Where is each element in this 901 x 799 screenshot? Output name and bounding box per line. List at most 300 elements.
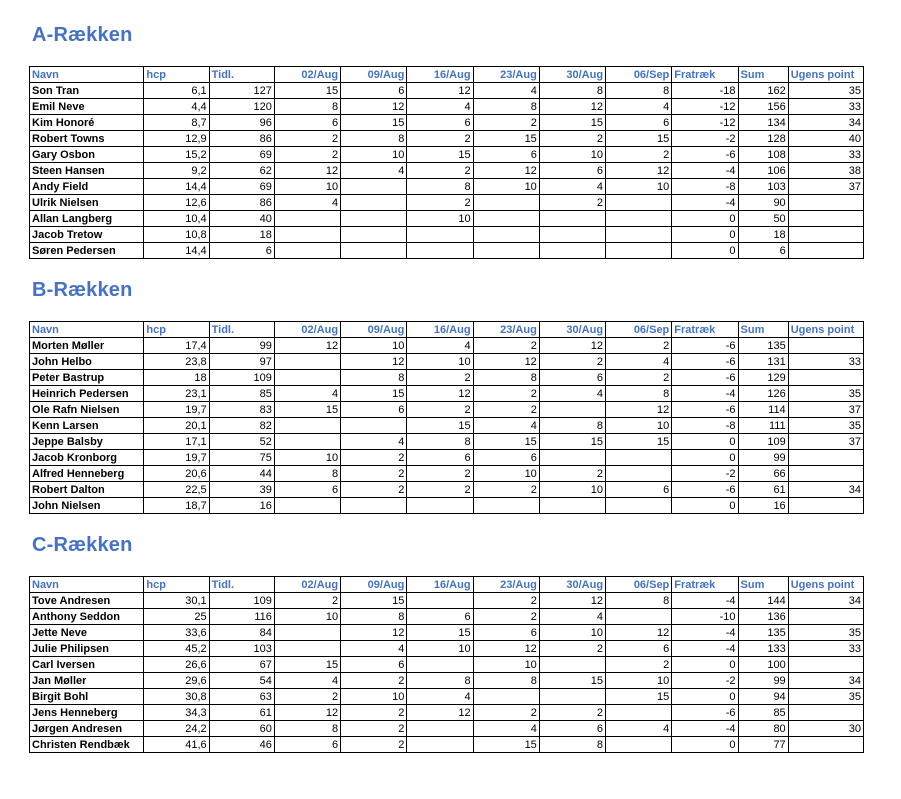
score-cell: 103: [209, 641, 274, 657]
score-cell: 18,7: [144, 498, 209, 514]
score-cell: 6: [539, 163, 605, 179]
table-row: [30, 593, 864, 609]
score-cell: 82: [209, 418, 274, 434]
score-cell: 12: [606, 625, 672, 641]
score-cell: 131: [738, 354, 788, 370]
score-cell: 6: [274, 115, 340, 131]
score-cell: 15: [274, 83, 340, 99]
player-name-cell: Steen Hansen: [30, 163, 144, 179]
table-row: [30, 83, 864, 99]
player-name-cell: Søren Pedersen: [30, 243, 144, 259]
score-cell: 6: [539, 370, 605, 386]
score-cell: 15: [606, 689, 672, 705]
score-cell: 52: [209, 434, 274, 450]
score-cell: [539, 689, 605, 705]
score-cell: 2: [407, 466, 473, 482]
score-cell: 35: [788, 689, 863, 705]
player-name-cell: Allan Langberg: [30, 211, 144, 227]
score-cell: 12: [274, 705, 340, 721]
score-cell: 12: [341, 625, 407, 641]
score-cell: 4: [407, 338, 473, 354]
score-cell: 6: [341, 402, 407, 418]
score-cell: -2: [672, 466, 738, 482]
score-cell: 0: [672, 689, 738, 705]
score-cell: 99: [209, 338, 274, 354]
score-cell: -4: [672, 386, 738, 402]
score-cell: [407, 243, 473, 259]
table-row: [30, 370, 864, 386]
score-cell: 15: [407, 418, 473, 434]
score-cell: [788, 370, 863, 386]
score-cell: 8: [539, 83, 605, 99]
score-cell: 10: [407, 641, 473, 657]
score-cell: [606, 498, 672, 514]
score-cell: 80: [738, 721, 788, 737]
score-cell: 8: [539, 737, 605, 753]
score-cell: 35: [788, 386, 863, 402]
score-cell: 10: [606, 673, 672, 689]
score-cell: -6: [672, 705, 738, 721]
score-cell: 2: [407, 163, 473, 179]
score-cell: 40: [209, 211, 274, 227]
column-header: Fratræk: [672, 67, 738, 83]
score-cell: 17,4: [144, 338, 209, 354]
score-cell: 40: [788, 131, 863, 147]
score-cell: 39: [209, 482, 274, 498]
score-cell: 4: [407, 689, 473, 705]
score-cell: 66: [738, 466, 788, 482]
score-cell: 6,1: [144, 83, 209, 99]
table-row: [30, 227, 864, 243]
score-cell: [606, 243, 672, 259]
player-name-cell: Robert Dalton: [30, 482, 144, 498]
score-cell: [788, 705, 863, 721]
score-cell: 4: [539, 386, 605, 402]
score-cell: 33: [788, 99, 863, 115]
score-cell: 2: [473, 705, 539, 721]
column-header: 23/Aug: [473, 322, 539, 338]
player-name-cell: Kenn Larsen: [30, 418, 144, 434]
table-row: [30, 418, 864, 434]
column-header: Fratræk: [672, 322, 738, 338]
column-header: 23/Aug: [473, 577, 539, 593]
score-cell: 2: [473, 115, 539, 131]
score-cell: -4: [672, 721, 738, 737]
player-name-cell: Jan Møller: [30, 673, 144, 689]
score-cell: 6: [473, 625, 539, 641]
score-cell: 30,8: [144, 689, 209, 705]
score-cell: 2: [341, 673, 407, 689]
score-cell: [788, 243, 863, 259]
score-cell: 10,8: [144, 227, 209, 243]
score-cell: 2: [539, 705, 605, 721]
table-row: [30, 466, 864, 482]
score-cell: 2: [407, 370, 473, 386]
score-cell: [473, 243, 539, 259]
score-cell: 44: [209, 466, 274, 482]
score-cell: 12: [407, 705, 473, 721]
score-cell: 83: [209, 402, 274, 418]
score-cell: 46: [209, 737, 274, 753]
score-cell: 37: [788, 434, 863, 450]
score-cell: [539, 243, 605, 259]
score-cell: [407, 593, 473, 609]
score-cell: 84: [209, 625, 274, 641]
score-cell: -6: [672, 354, 738, 370]
player-name-cell: Jørgen Andresen: [30, 721, 144, 737]
score-cell: 2: [341, 721, 407, 737]
column-header: Sum: [738, 322, 788, 338]
score-cell: 10: [539, 625, 605, 641]
score-cell: 4: [606, 721, 672, 737]
score-cell: [274, 354, 340, 370]
score-cell: 62: [209, 163, 274, 179]
player-name-cell: Andy Field: [30, 179, 144, 195]
column-header: 02/Aug: [274, 322, 340, 338]
score-cell: 8: [274, 721, 340, 737]
header-row: [30, 577, 864, 593]
score-cell: 15: [274, 402, 340, 418]
score-cell: [274, 641, 340, 657]
score-cell: 4: [473, 721, 539, 737]
table-row: [30, 179, 864, 195]
player-name-cell: Peter Bastrup: [30, 370, 144, 386]
player-name-cell: Jacob Tretow: [30, 227, 144, 243]
score-cell: 4: [341, 163, 407, 179]
score-cell: 4,4: [144, 99, 209, 115]
player-name-cell: Tove Andresen: [30, 593, 144, 609]
score-cell: -4: [672, 163, 738, 179]
score-cell: [788, 227, 863, 243]
score-cell: 10: [473, 179, 539, 195]
column-header: Sum: [738, 577, 788, 593]
player-name-cell: Anthony Seddon: [30, 609, 144, 625]
score-cell: [274, 227, 340, 243]
table-row: [30, 115, 864, 131]
score-cell: 6: [274, 482, 340, 498]
table-row: [30, 402, 864, 418]
score-cell: 10: [274, 450, 340, 466]
score-cell: [407, 737, 473, 753]
score-cell: 15: [341, 115, 407, 131]
score-cell: [539, 498, 605, 514]
score-cell: 85: [738, 705, 788, 721]
score-cell: 12: [274, 338, 340, 354]
section-title: C-Rækken: [32, 534, 133, 556]
column-header: 09/Aug: [341, 577, 407, 593]
score-cell: 2: [341, 450, 407, 466]
score-cell: [341, 243, 407, 259]
table-row: [30, 195, 864, 211]
score-cell: 109: [738, 434, 788, 450]
score-cell: [606, 211, 672, 227]
column-header: 02/Aug: [274, 577, 340, 593]
score-cell: 30: [788, 721, 863, 737]
score-cell: 111: [738, 418, 788, 434]
player-name-cell: Gary Osbon: [30, 147, 144, 163]
score-cell: -2: [672, 131, 738, 147]
score-cell: 12: [341, 99, 407, 115]
score-cell: 86: [209, 131, 274, 147]
standings-table: [29, 66, 864, 259]
score-cell: 10: [473, 657, 539, 673]
column-header: 09/Aug: [341, 67, 407, 83]
score-cell: [274, 418, 340, 434]
score-cell: [539, 402, 605, 418]
score-cell: 8: [407, 673, 473, 689]
score-cell: 4: [539, 179, 605, 195]
score-cell: 108: [738, 147, 788, 163]
score-cell: 14,4: [144, 243, 209, 259]
score-cell: [473, 498, 539, 514]
score-cell: 75: [209, 450, 274, 466]
score-cell: 33: [788, 354, 863, 370]
score-cell: 8: [341, 131, 407, 147]
score-cell: 8: [341, 609, 407, 625]
score-cell: 106: [738, 163, 788, 179]
score-cell: 2: [473, 482, 539, 498]
score-cell: 0: [672, 243, 738, 259]
score-cell: 0: [672, 434, 738, 450]
score-cell: 97: [209, 354, 274, 370]
score-cell: 2: [341, 737, 407, 753]
score-cell: 12: [407, 83, 473, 99]
score-cell: 2: [473, 609, 539, 625]
section-title: A-Rækken: [32, 24, 133, 46]
score-cell: 63: [209, 689, 274, 705]
score-cell: 15: [539, 115, 605, 131]
score-cell: -18: [672, 83, 738, 99]
column-header: 16/Aug: [407, 67, 473, 83]
score-cell: -6: [672, 402, 738, 418]
score-cell: 86: [209, 195, 274, 211]
score-cell: 126: [738, 386, 788, 402]
score-cell: 135: [738, 625, 788, 641]
score-cell: 94: [738, 689, 788, 705]
score-cell: 25: [144, 609, 209, 625]
player-name-cell: Julie Philipsen: [30, 641, 144, 657]
score-cell: -6: [672, 338, 738, 354]
score-cell: 2: [407, 402, 473, 418]
score-cell: 0: [672, 211, 738, 227]
score-cell: -4: [672, 625, 738, 641]
score-cell: 10: [407, 354, 473, 370]
score-cell: 10: [341, 147, 407, 163]
score-cell: 2: [473, 386, 539, 402]
table-row: [30, 99, 864, 115]
score-cell: 10: [606, 418, 672, 434]
score-cell: 8: [407, 179, 473, 195]
table-row: [30, 434, 864, 450]
score-cell: 12: [606, 402, 672, 418]
score-cell: [473, 195, 539, 211]
score-cell: 6: [341, 83, 407, 99]
score-cell: 2: [341, 466, 407, 482]
score-cell: 2: [274, 131, 340, 147]
score-cell: -6: [672, 370, 738, 386]
score-cell: 2: [539, 354, 605, 370]
score-cell: 16: [209, 498, 274, 514]
score-cell: [274, 434, 340, 450]
score-cell: 4: [274, 673, 340, 689]
score-cell: -8: [672, 418, 738, 434]
score-cell: [341, 195, 407, 211]
score-cell: 6: [407, 115, 473, 131]
column-header: hcp: [144, 322, 209, 338]
score-cell: [606, 737, 672, 753]
score-cell: 60: [209, 721, 274, 737]
score-cell: 127: [209, 83, 274, 99]
score-cell: 12: [341, 354, 407, 370]
column-header: Tidl.: [209, 67, 274, 83]
table-row: [30, 657, 864, 673]
score-cell: 34: [788, 482, 863, 498]
column-header: Tidl.: [209, 577, 274, 593]
score-cell: 69: [209, 179, 274, 195]
column-header: 16/Aug: [407, 322, 473, 338]
score-cell: 77: [738, 737, 788, 753]
score-cell: 33: [788, 147, 863, 163]
score-cell: 15: [473, 737, 539, 753]
table-row: [30, 482, 864, 498]
score-cell: 18: [738, 227, 788, 243]
score-cell: 15: [407, 625, 473, 641]
score-cell: 6: [606, 115, 672, 131]
score-cell: [539, 211, 605, 227]
column-header: 30/Aug: [539, 67, 605, 83]
score-cell: 8,7: [144, 115, 209, 131]
score-cell: 34: [788, 673, 863, 689]
score-cell: [341, 179, 407, 195]
score-cell: 10: [341, 338, 407, 354]
score-cell: [606, 227, 672, 243]
score-cell: [788, 195, 863, 211]
table-row: [30, 163, 864, 179]
score-cell: 37: [788, 402, 863, 418]
score-cell: 4: [473, 418, 539, 434]
score-cell: 109: [209, 593, 274, 609]
score-cell: 133: [738, 641, 788, 657]
score-cell: 15: [539, 434, 605, 450]
score-cell: 2: [473, 593, 539, 609]
score-cell: 20,6: [144, 466, 209, 482]
score-cell: [407, 657, 473, 673]
table-row: [30, 705, 864, 721]
score-cell: 41,6: [144, 737, 209, 753]
score-cell: [341, 227, 407, 243]
score-cell: 19,7: [144, 450, 209, 466]
score-cell: -6: [672, 147, 738, 163]
score-cell: 109: [209, 370, 274, 386]
player-name-cell: John Helbo: [30, 354, 144, 370]
score-cell: 10: [539, 482, 605, 498]
score-cell: 35: [788, 418, 863, 434]
score-cell: 129: [738, 370, 788, 386]
score-cell: [606, 450, 672, 466]
column-header: Tidl.: [209, 322, 274, 338]
score-cell: 15: [274, 657, 340, 673]
score-cell: 120: [209, 99, 274, 115]
player-name-cell: Jens Henneberg: [30, 705, 144, 721]
score-cell: [539, 657, 605, 673]
column-header: Sum: [738, 67, 788, 83]
score-cell: 4: [473, 83, 539, 99]
table-row: [30, 625, 864, 641]
score-cell: 103: [738, 179, 788, 195]
column-header: Fratræk: [672, 577, 738, 593]
score-cell: 12: [539, 593, 605, 609]
score-cell: -6: [672, 482, 738, 498]
score-cell: [606, 466, 672, 482]
score-cell: 6: [209, 243, 274, 259]
table-row: [30, 338, 864, 354]
score-cell: 14,4: [144, 179, 209, 195]
score-cell: [788, 737, 863, 753]
score-cell: 2: [539, 466, 605, 482]
player-name-cell: Jette Neve: [30, 625, 144, 641]
score-cell: [539, 450, 605, 466]
score-cell: 2: [407, 195, 473, 211]
column-header: Ugens point: [788, 577, 863, 593]
score-cell: [274, 211, 340, 227]
score-cell: [539, 227, 605, 243]
score-cell: 4: [407, 99, 473, 115]
player-name-cell: Birgit Bohl: [30, 689, 144, 705]
score-cell: 134: [738, 115, 788, 131]
score-cell: 35: [788, 83, 863, 99]
score-cell: 12,6: [144, 195, 209, 211]
score-cell: [274, 498, 340, 514]
score-cell: [341, 418, 407, 434]
score-cell: 37: [788, 179, 863, 195]
score-cell: 61: [738, 482, 788, 498]
score-cell: 16: [738, 498, 788, 514]
score-cell: [473, 211, 539, 227]
column-header: 30/Aug: [539, 577, 605, 593]
score-cell: [341, 498, 407, 514]
score-cell: 6: [274, 737, 340, 753]
player-name-cell: Son Tran: [30, 83, 144, 99]
score-cell: 12: [473, 163, 539, 179]
score-cell: 38: [788, 163, 863, 179]
table-row: [30, 609, 864, 625]
score-cell: 8: [606, 83, 672, 99]
score-cell: [606, 705, 672, 721]
score-cell: 8: [341, 370, 407, 386]
table-row: [30, 131, 864, 147]
score-cell: 114: [738, 402, 788, 418]
score-cell: 0: [672, 450, 738, 466]
score-cell: 10: [341, 689, 407, 705]
score-cell: 2: [407, 131, 473, 147]
score-cell: [788, 466, 863, 482]
table-row: [30, 147, 864, 163]
score-cell: 144: [738, 593, 788, 609]
score-cell: 34,3: [144, 705, 209, 721]
column-header: 30/Aug: [539, 322, 605, 338]
score-cell: 30,1: [144, 593, 209, 609]
score-cell: [473, 689, 539, 705]
table-row: [30, 211, 864, 227]
score-cell: 61: [209, 705, 274, 721]
score-cell: 135: [738, 338, 788, 354]
score-cell: 8: [473, 673, 539, 689]
score-cell: 15: [539, 673, 605, 689]
score-cell: 15: [341, 386, 407, 402]
score-cell: 2: [274, 593, 340, 609]
player-name-cell: Kim Honoré: [30, 115, 144, 131]
score-cell: [407, 227, 473, 243]
